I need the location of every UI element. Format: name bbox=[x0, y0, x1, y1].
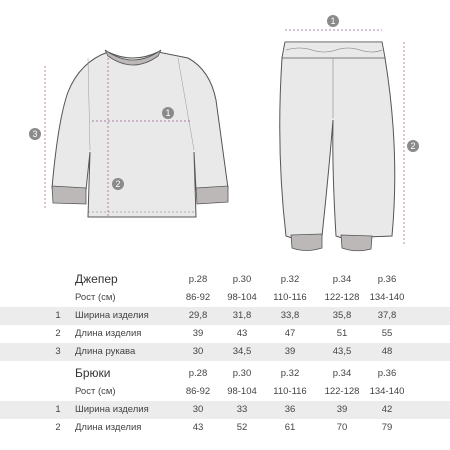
cell: 39 bbox=[192, 328, 204, 339]
table-row bbox=[0, 289, 450, 307]
row-label: Длина изделия bbox=[75, 422, 142, 433]
jacket-marker-2 bbox=[112, 178, 124, 190]
size-header: р.28 bbox=[188, 274, 208, 285]
cell: 29,8 bbox=[188, 310, 208, 321]
size-header: р.36 bbox=[377, 274, 397, 285]
cell: 47 bbox=[284, 328, 296, 339]
cell: 61 bbox=[284, 422, 296, 433]
cell: 110-116 bbox=[273, 386, 307, 397]
row-number: 1 bbox=[55, 404, 61, 415]
pants-marker-2 bbox=[407, 140, 419, 152]
cell: 30 bbox=[192, 404, 204, 415]
size-header: р.36 bbox=[377, 368, 397, 379]
size-header: р.30 bbox=[232, 368, 252, 379]
cell: 39 bbox=[284, 346, 296, 357]
svg-text:2: 2 bbox=[115, 179, 121, 189]
row-number: 2 bbox=[55, 328, 61, 339]
row-label: Рост (см) bbox=[75, 386, 116, 397]
size-header: р.34 bbox=[332, 368, 352, 379]
size-header: р.32 bbox=[280, 274, 300, 285]
cell: 33 bbox=[236, 404, 248, 415]
table-row bbox=[0, 383, 450, 401]
cell: 52 bbox=[236, 422, 248, 433]
cell: 134-140 bbox=[369, 386, 405, 397]
row-number: 1 bbox=[55, 310, 61, 321]
cell: 35,8 bbox=[332, 310, 352, 321]
pants-marker-1 bbox=[327, 15, 339, 27]
table-row bbox=[0, 343, 450, 361]
svg-text:2: 2 bbox=[410, 141, 416, 151]
size-header: р.30 bbox=[232, 274, 252, 285]
cell: 51 bbox=[336, 328, 348, 339]
table-row bbox=[0, 307, 450, 325]
cell: 43,5 bbox=[332, 346, 352, 357]
table-row bbox=[0, 419, 450, 437]
cell: 31,8 bbox=[232, 310, 252, 321]
cell: 79 bbox=[381, 422, 393, 433]
row-label: Ширина изделия bbox=[75, 310, 149, 321]
size-header: р.32 bbox=[280, 368, 300, 379]
row-label: Длина изделия bbox=[75, 328, 142, 339]
cell: 36 bbox=[284, 404, 296, 415]
table-row bbox=[0, 325, 450, 343]
cell: 70 bbox=[336, 422, 348, 433]
cell: 43 bbox=[236, 328, 248, 339]
cell: 34,5 bbox=[232, 346, 252, 357]
row-label: Ширина изделия bbox=[75, 404, 149, 415]
svg-text:1: 1 bbox=[165, 108, 171, 118]
svg-text:1: 1 bbox=[330, 16, 336, 26]
table-row bbox=[0, 401, 450, 419]
cell: 86-92 bbox=[185, 292, 211, 303]
jacket-marker-3 bbox=[29, 128, 41, 140]
cell: 30 bbox=[192, 346, 204, 357]
jacket-marker-1 bbox=[162, 107, 174, 119]
table-title: Брюки bbox=[75, 366, 111, 380]
cell: 37,8 bbox=[377, 310, 397, 321]
table-title: Джепер bbox=[75, 272, 118, 286]
cell: 98-104 bbox=[227, 292, 257, 303]
cell: 98-104 bbox=[227, 386, 257, 397]
cell: 86-92 bbox=[185, 386, 211, 397]
cell: 122-128 bbox=[324, 386, 360, 397]
size-header: р.28 bbox=[188, 368, 208, 379]
cell: 42 bbox=[381, 404, 393, 415]
cell: 33,8 bbox=[280, 310, 300, 321]
svg-text:3: 3 bbox=[32, 129, 38, 139]
pants-drawing bbox=[280, 42, 395, 251]
jacket-drawing bbox=[52, 50, 228, 217]
row-number: 2 bbox=[55, 422, 61, 433]
cell: 134-140 bbox=[369, 292, 405, 303]
cell: 122-128 bbox=[324, 292, 360, 303]
cell: 110-116 bbox=[273, 292, 307, 303]
row-label: Рост (см) bbox=[75, 292, 116, 303]
cell: 43 bbox=[192, 422, 204, 433]
cell: 55 bbox=[381, 328, 393, 339]
row-number: 3 bbox=[55, 346, 61, 357]
cell: 48 bbox=[381, 346, 393, 357]
size-header: р.34 bbox=[332, 274, 352, 285]
row-label: Длина рукава bbox=[75, 346, 136, 357]
cell: 39 bbox=[336, 404, 348, 415]
